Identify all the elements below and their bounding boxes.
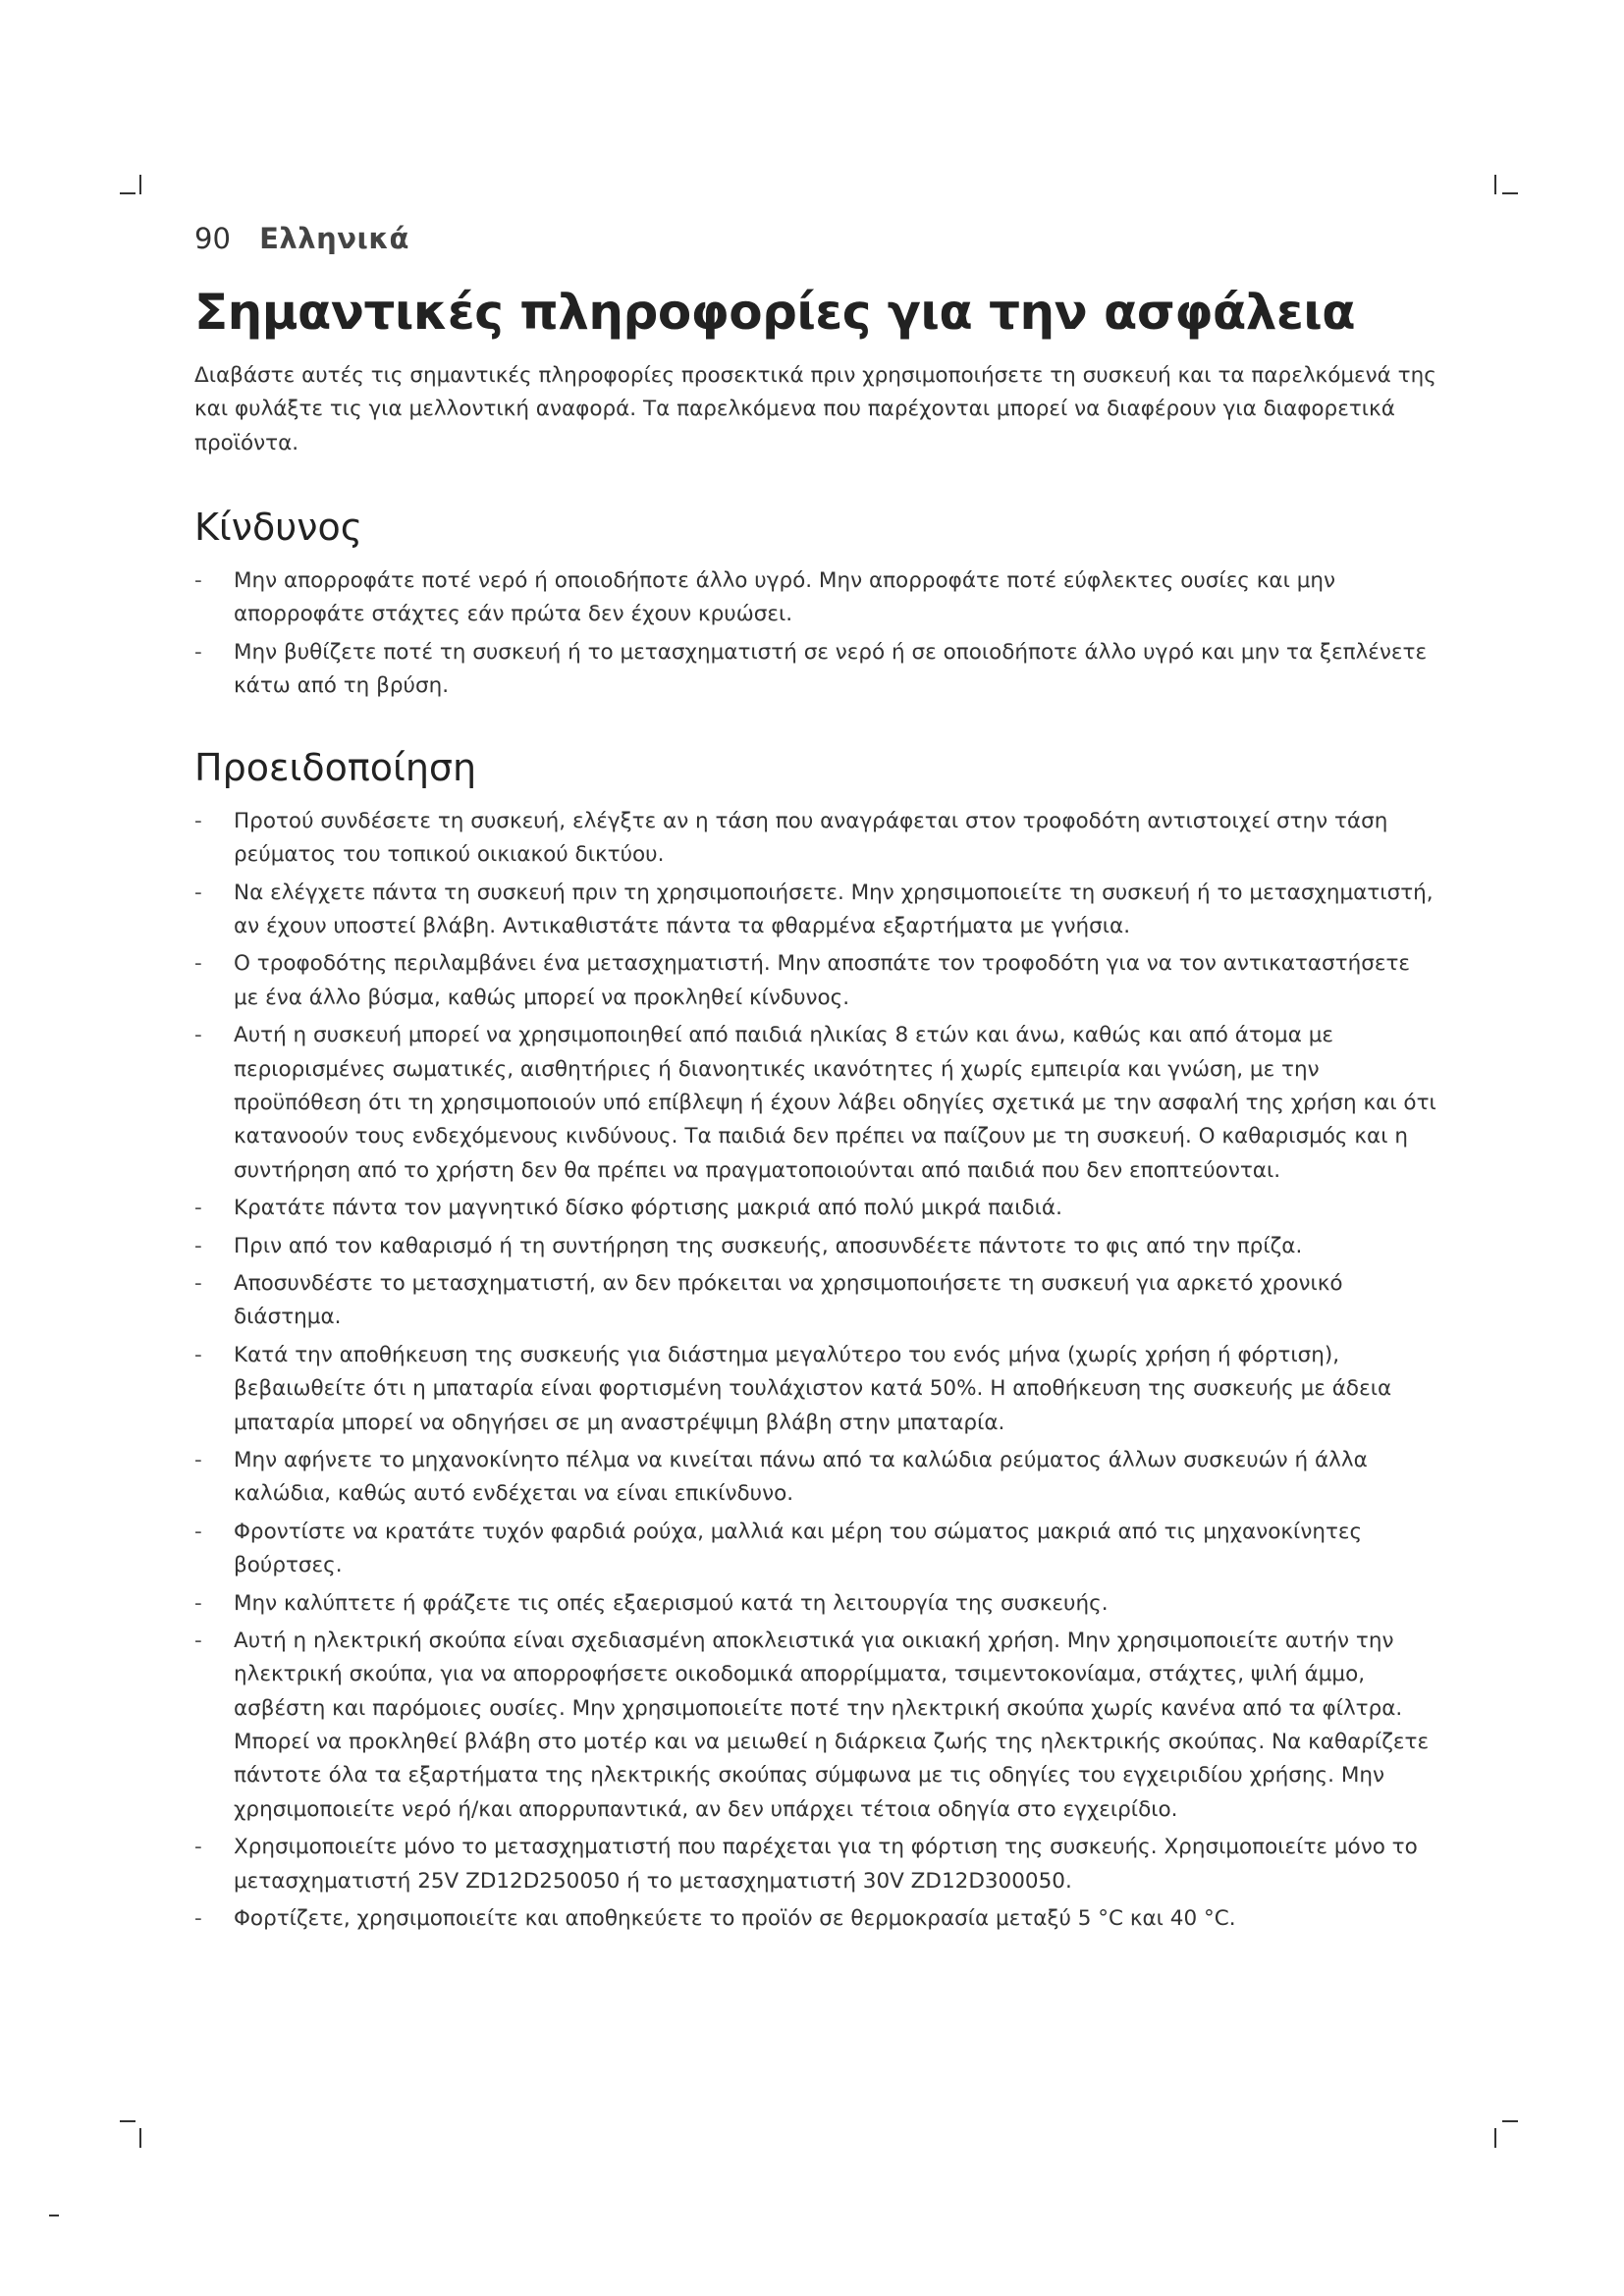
list-item-text: Μην βυθίζετε ποτέ τη συσκευή ή το μετασχηματιστή σε νερό ή σε οποιοδήποτε άλλο υγρό και μην τα ξεπλένετε κάτω από τη βρύση. [234,639,1428,698]
list-item-text: Μην απορροφάτε ποτέ νερό ή οποιοδήποτε άλλο υγρό. Μην απορροφάτε ποτέ εύφλεκτες ουσίες και μην απορροφάτε στάχτες εάν πρώτα δεν έχουν κρυώσει. [234,567,1336,627]
list-item [194,1831,1439,1898]
list-item-text: Μην αφήνετε το μηχανοκίνητο πέλμα να κινείται πάνω από τα καλώδια ρεύματος άλλων συσκευών ή άλλα καλώδια, καθώς αυτό ενδέχεται να είναι επικίνδυνο. [234,1447,1368,1507]
bullet-dash: - [194,1196,202,1221]
list-item-text: Κρατάτε πάντα τον μαγνητικό δίσκο φόρτισης μακριά από πολύ μικρά παιδιά. [234,1196,1062,1221]
list-item [194,877,1439,944]
page-number: 90 [194,222,231,255]
bullet-dash: - [194,1233,202,1258]
bullet-dash: - [194,1835,202,1860]
list-item [194,1267,1439,1335]
warning-list [194,805,1439,1937]
bullet-dash: - [194,1342,202,1367]
language-label: Ελληνικά [259,222,409,255]
danger-list [194,564,1439,704]
crop-mark-top-left-h [120,192,135,194]
bullet-dash: - [194,1519,202,1544]
crop-mark-bottom-left-v [139,2128,141,2148]
list-item [194,805,1439,873]
list-item [194,564,1439,632]
list-item [194,1902,1439,1936]
list-item-text: Κατά την αποθήκευση της συσκευής για διάστημα μεγαλύτερο του ενός μήνα (χωρίς χρήση ή φόρτιση), βεβαιωθείτε ότι η μπαταρία είναι φορτισμένη τουλάχιστον κατά 50%. Η αποθήκευση της συσκευής με άδεια μπαταρία μπορεί να οδηγήσει σε μη αναστρέψιμη βλάβη στην μπαταρία. [234,1342,1392,1435]
crop-mark-bottom-left-h [120,2120,135,2122]
bullet-dash: - [194,1023,202,1048]
bullet-dash: - [194,1906,202,1932]
crop-mark-bottom-right-h [1502,2120,1518,2122]
list-item [194,1625,1439,1827]
list-item-text: Ο τροφοδότης περιλαμβάνει ένα μετασχηματιστή. Μην αποσπάτε τον τροφοδότη για να τον αντικαταστήσετε με ένα άλλο βύσμα, καθώς μπορεί να προκληθεί κίνδυνος. [234,951,1411,1010]
bullet-dash: - [194,567,202,593]
bullet-dash: - [194,1271,202,1296]
crop-mark-top-left-v [139,175,141,194]
page-content [194,283,1439,1940]
list-item [194,1192,1439,1225]
intro-paragraph: Διαβάστε αυτές τις σημαντικές πληροφορίες προσεκτικά πριν χρησιμοποιήσετε τη συσκευή και τα παρελκόμενά της και φυλάξτε τις για μελλοντική αναφορά. Τα παρελκόμενα που παρέχονται μπορεί να διαφέρουν για διαφορετικά προϊόντα. [194,363,1436,455]
bullet-dash: - [194,880,202,905]
list-item [194,1587,1439,1621]
list-item-text: Αυτή η ηλεκτρική σκούπα είναι σχεδιασμένη αποκλειστικά για οικιακή χρήση. Μην χρησιμοποιείτε αυτήν την ηλεκτρική σκούπα, για να απορροφήσετε οικοδομικά απορρίμματα, τσιμεντοκονίαμα, στάχτες, ψιλή άμμο, ασβέστη και παρόμοιες ουσίες. Μην χρησιμοποιείτε ποτέ την ηλεκτρική σκούπα χωρίς κανένα από τα φίλτρα. Μπορεί να προκληθεί βλάβη στο μοτέρ και να μειωθεί η διάρκεια ζωής της ηλεκτρικής σκούπας. Να καθαρίζετε πάντοτε όλα τα εξαρτήματα της ηλεκτρικής σκούπας σύμφωνα με τις οδηγίες του εγχειριδίου χρήσης. Μην χρησιμοποιείτε νερό ή/και απορρυπαντικά, αν δεν υπάρχει τέτοια οδηγία στο εγχειρίδιο. [234,1628,1430,1822]
bullet-dash: - [194,639,202,665]
list-item [194,947,1439,1015]
page-title: Σημαντικές πληροφορίες για την ασφάλεια [194,284,1356,341]
bullet-dash: - [194,1447,202,1472]
list-item [194,636,1439,704]
bullet-dash: - [194,1628,202,1653]
danger-heading: Κίνδυνος [194,506,363,550]
bullet-dash: - [194,808,202,833]
list-item [194,1444,1439,1512]
page-header [194,222,409,255]
list-item-text: Χρησιμοποιείτε μόνο το μετασχηματιστή που παρέχεται για τη φόρτιση της συσκευής. Χρησιμοποιείτε μόνο το μετασχηματιστή 25V ZD12D250050 ή το μετασχηματιστή 30V ZD12D300050. [234,1835,1418,1894]
bullet-dash: - [194,951,202,977]
list-item-text: Πριν από τον καθαρισμό ή τη συντήρηση της συσκευής, αποσυνδέετε πάντοτε το φις από την πρίζα. [234,1233,1303,1258]
crop-mark-top-right-h [1502,192,1518,194]
list-item [194,1230,1439,1263]
crop-mark-bottom-left-tick [49,2215,59,2216]
list-item-text: Να ελέγχετε πάντα τη συσκευή πριν τη χρησιμοποιήσετε. Μην χρησιμοποιείτε τη συσκευή ή το μετασχηματιστή, αν έχουν υποστεί βλάβη. Αντικαθιστάτε πάντα τα φθαρμένα εξαρτήματα με γνήσια. [234,880,1434,939]
list-item [194,1516,1439,1583]
list-item [194,1339,1439,1440]
list-item-text: Αποσυνδέστε το μετασχηματιστή, αν δεν πρόκειται να χρησιμοποιήσετε τη συσκευή για αρκετό χρονικό διάστημα. [234,1271,1343,1330]
warning-heading: Προειδοποίηση [194,746,477,790]
list-item-text: Προτού συνδέσετε τη συσκευή, ελέγξτε αν η τάση που αναγράφεται στον τροφοδότη αντιστοιχεί στην τάση ρεύματος του τοπικού οικιακού δικτύου. [234,808,1388,868]
list-item [194,1019,1439,1188]
list-item-text: Μην καλύπτετε ή φράζετε τις οπές εξαερισμού κατά τη λειτουργία της συσκευής. [234,1590,1109,1616]
list-item-text: Φροντίστε να κρατάτε τυχόν φαρδιά ρούχα, μαλλιά και μέρη του σώματος μακριά από τις μηχανοκίνητες βούρτσες. [234,1519,1363,1578]
crop-mark-bottom-right-v [1494,2128,1496,2148]
list-item-text: Φορτίζετε, χρησιμοποιείτε και αποθηκεύετε το προϊόν σε θερμοκρασία μεταξύ 5 °C και 40 °C. [234,1906,1236,1932]
bullet-dash: - [194,1590,202,1616]
crop-mark-top-right-v [1494,175,1496,194]
list-item-text: Αυτή η συσκευή μπορεί να χρησιμοποιηθεί από παιδιά ηλικίας 8 ετών και άνω, καθώς και από άτομα με περιορισμένες σωματικές, αισθητήριες ή διανοητικές ικανότητες ή χωρίς εμπειρία και γνώση, με την προϋπόθεση ότι τη χρησιμοποιούν υπό επίβλεψη ή έχουν λάβει οδηγίες σχετικά με την ασφαλή της χρήση και ότι κατανοούν τους ενδεχόμενους κινδύνους. Τα παιδιά δεν πρέπει να παίζουν με τη συσκευή. Ο καθαρισμός και η συντήρηση από το χρήστη δεν θα πρέπει να πραγματοποιούνται από παιδιά που δεν εποπτεύονται. [234,1023,1436,1183]
